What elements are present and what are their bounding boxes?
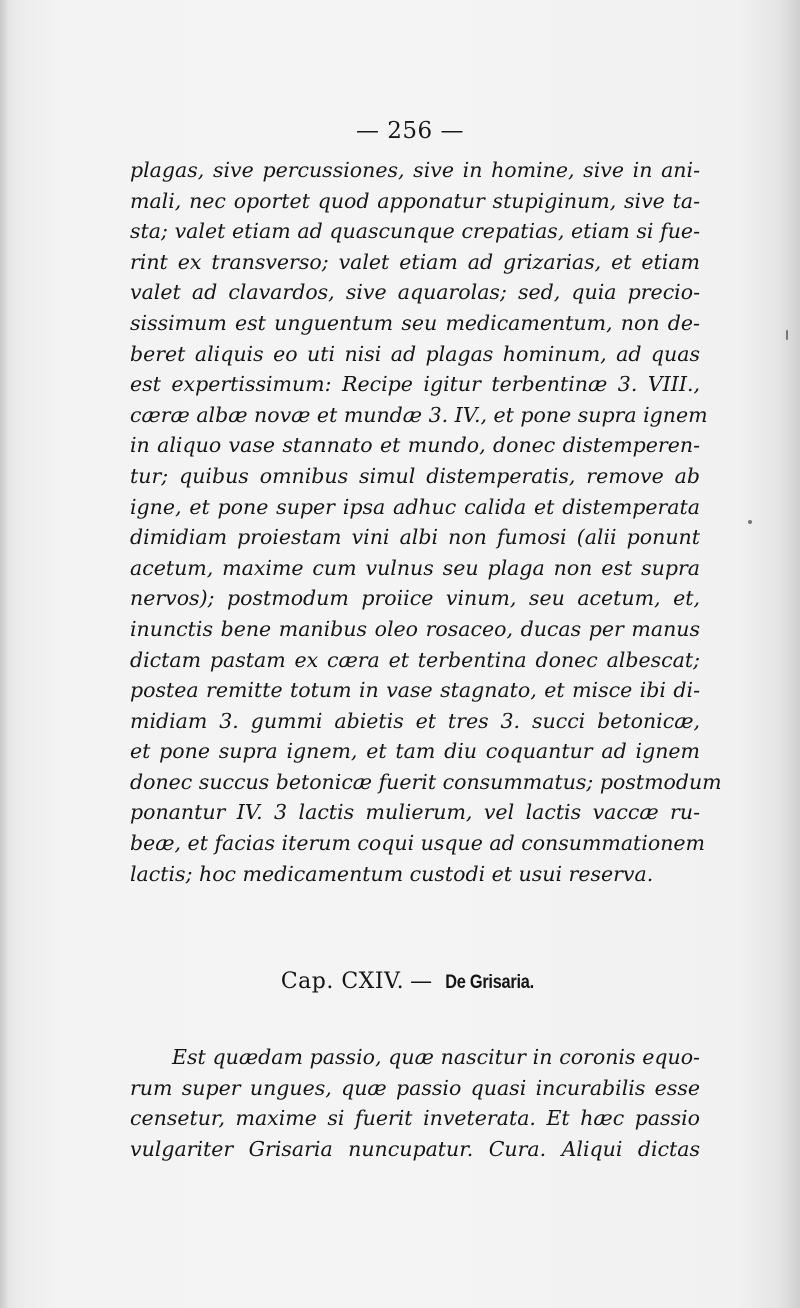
text-line: lactis; hoc medicamentum custodi et usui reserva. xyxy=(130,861,654,886)
chapter-dash: — xyxy=(410,969,433,994)
text-line: sissimum est unguentum seu medicamentum, non de- xyxy=(130,310,700,335)
text-line: dictam pastam ex cæra et terbentina donec albescat; xyxy=(130,647,700,672)
text-line: ponantur IV. 3 lactis mulierum, vel lactis vaccæ ru- xyxy=(130,800,700,825)
text-line: plagas, sive percussiones, sive in homine, sive in ani- xyxy=(130,158,700,182)
text-line: postea remitte totum in vase stagnato, et misce ibi di- xyxy=(130,678,700,703)
text-line: est expertissimum: Recipe igitur terbentinæ 3. VIII., xyxy=(130,372,700,397)
page-number: — 256 — xyxy=(355,118,465,144)
text-line: donec succus betonicæ fuerit consummatus; postmodum xyxy=(130,769,722,794)
text-line: et pone supra ignem, et tam diu coquantur ad ignem xyxy=(130,739,700,764)
page-edge-shadow xyxy=(0,0,8,1308)
text-line: igne, et pone super ipsa adhuc calida et distemperata xyxy=(130,494,700,519)
text-line: sta; valet etiam ad quascunque crepatias, etiam si fue- xyxy=(130,219,700,244)
body-text xyxy=(130,155,722,889)
text-line: acetum, maxime cum vulnus seu plaga non est supra xyxy=(130,555,700,580)
text-line: dimidiam proiestam vini albi non fumosi (alii ponunt xyxy=(130,525,700,550)
text-line: rum super ungues, quæ passio quasi incurabilis esse xyxy=(130,1075,700,1100)
text-line: beret aliquis eo uti nisi ad plagas hominum, ad quas xyxy=(130,341,700,366)
text-line: Est quædam passio, quæ nascitur in coronis equo- xyxy=(172,1045,700,1069)
text-line: censetur, maxime si fuerit inveterata. Et hæc passio xyxy=(130,1106,700,1131)
text-line: valet ad clavardos, sive aquarolas; sed, quia precio- xyxy=(130,280,700,305)
text-line: beæ, et facias iterum coqui usque ad consummationem xyxy=(130,831,705,856)
chapter-heading xyxy=(0,969,800,994)
text-line: tur; quibus omnibus simul distemperatis, remove ab xyxy=(130,463,700,488)
chapter-text xyxy=(130,1042,700,1164)
text-line: rint ex transverso; valet etiam ad grizarias, et etiam xyxy=(130,249,700,274)
text-line: in aliquo vase stannato et mundo, donec distemperen- xyxy=(130,433,700,458)
text-line: mali, nec oportet quod apponatur stupiginum, sive ta- xyxy=(130,188,700,213)
ink-speck xyxy=(748,520,752,524)
chapter-number: Cap. CXIV. xyxy=(280,969,405,994)
text-line: cæræ albæ novæ et mundæ 3. IV., et pone supra ignem xyxy=(130,402,708,427)
text-line: nervos); postmodum proiice vinum, seu acetum, et, xyxy=(130,586,700,611)
chapter-title: De Grisaria. xyxy=(445,972,534,993)
text-line: midiam 3. gummi abietis et tres 3. succi betonicæ, xyxy=(130,708,700,733)
ink-speck xyxy=(786,330,788,340)
text-line: vulgariter Grisaria nuncupatur. Cura. Aliqui dictas xyxy=(130,1136,700,1161)
text-line: inunctis bene manibus oleo rosaceo, ducas per manus xyxy=(130,616,700,641)
